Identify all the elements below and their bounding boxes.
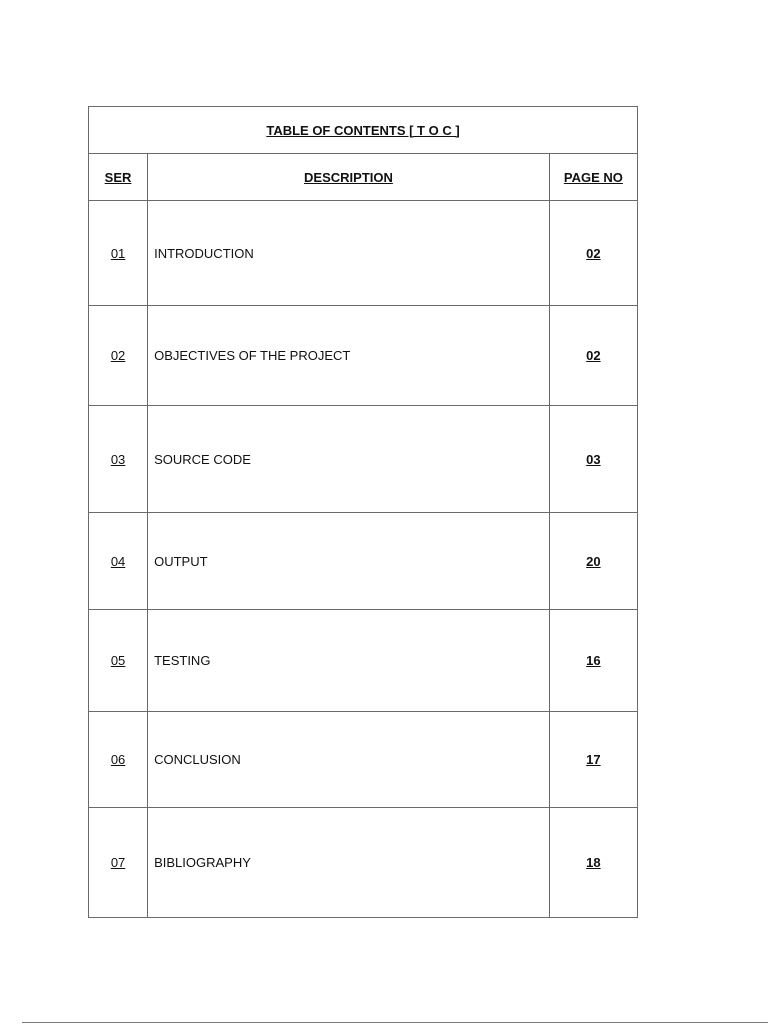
row-description: BIBLIOGRAPHY (148, 808, 550, 918)
header-ser: SER (89, 154, 148, 201)
row-ser: 01 (89, 201, 148, 306)
row-ser: 07 (89, 808, 148, 918)
row-description: CONCLUSION (148, 712, 550, 808)
row-description: OBJECTIVES OF THE PROJECT (148, 306, 550, 406)
header-description: DESCRIPTION (148, 154, 550, 201)
row-page: 18 (549, 808, 637, 918)
row-description: TESTING (148, 610, 550, 712)
row-ser: 02 (89, 306, 148, 406)
toc-title-row (89, 107, 638, 154)
row-page: 17 (549, 712, 637, 808)
table-row (89, 306, 638, 406)
row-description: OUTPUT (148, 513, 550, 610)
row-ser: 04 (89, 513, 148, 610)
row-ser: 03 (89, 406, 148, 513)
table-row (89, 513, 638, 610)
row-page: 02 (549, 201, 637, 306)
row-page: 20 (549, 513, 637, 610)
row-ser: 05 (89, 610, 148, 712)
row-page: 02 (549, 306, 637, 406)
header-page-no: PAGE NO (549, 154, 637, 201)
table-row (89, 712, 638, 808)
toc-table (88, 106, 638, 918)
page-bottom-rule (22, 1022, 768, 1023)
table-row (89, 406, 638, 513)
row-page: 16 (549, 610, 637, 712)
toc-title: TABLE OF CONTENTS [ T O C ] (89, 107, 638, 154)
toc-header-row (89, 154, 638, 201)
table-row (89, 808, 638, 918)
row-page: 03 (549, 406, 637, 513)
row-ser: 06 (89, 712, 148, 808)
table-row (89, 610, 638, 712)
table-row (89, 201, 638, 306)
row-description: INTRODUCTION (148, 201, 550, 306)
row-description: SOURCE CODE (148, 406, 550, 513)
